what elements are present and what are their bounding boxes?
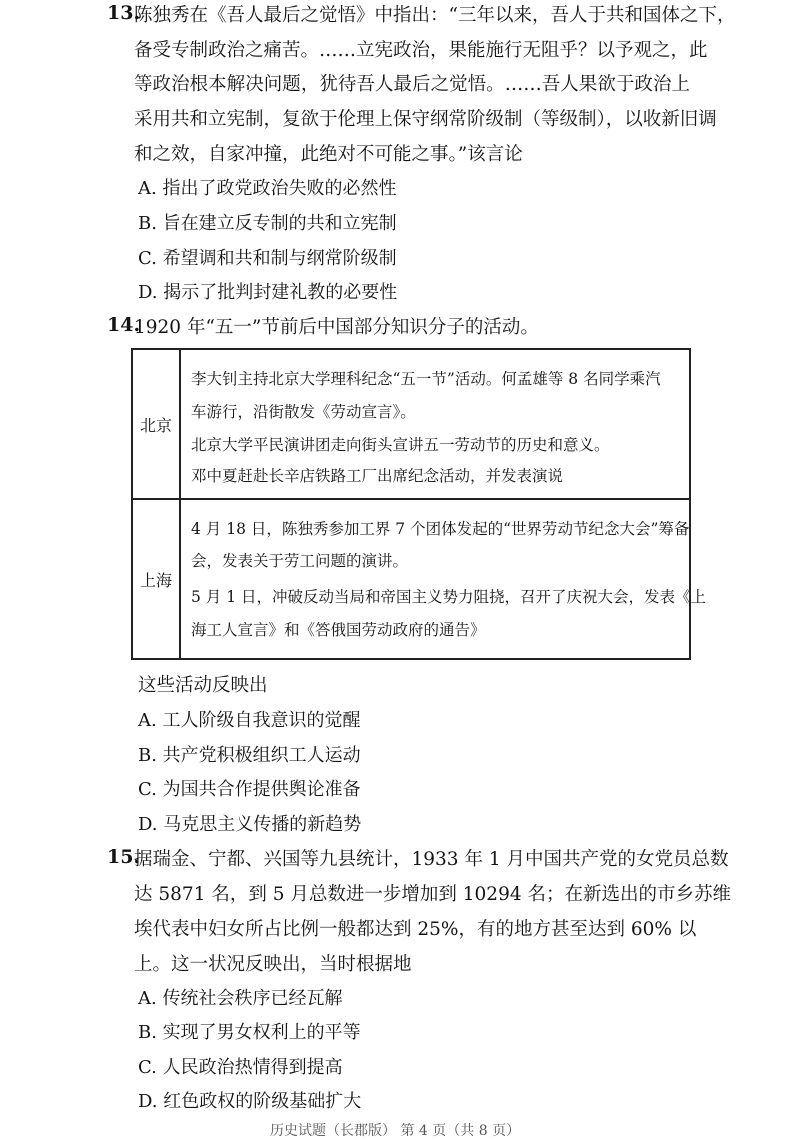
cell-line: 5 月 1 日，冲破反动当局和帝国主义势力阻挠，召开了庆祝大会，发表《上 (191, 588, 707, 606)
question-number: 15. (107, 846, 141, 868)
option-c: C. 人民政治热情得到提高 (138, 1057, 343, 1078)
option-d: D. 揭示了批判封建礼教的必要性 (138, 282, 398, 303)
option-b: B. 实现了男女权利上的平等 (138, 1022, 361, 1043)
question-text-line: 备受专制政治之痛苦。……立宪政治，果能施行无阻乎？以予观之，此 (134, 40, 708, 61)
cell-line: 邓中夏赶赴长辛店铁路工厂出席纪念活动，并发表演说 (191, 467, 564, 485)
option-d: D. 红色政权的阶级基础扩大 (138, 1091, 362, 1112)
cell-line: 李大钊主持北京大学理科纪念“五一节”活动。何孟雄等 8 名同学乘汽 (191, 370, 661, 388)
option-a: A. 指出了政党政治失败的必然性 (138, 178, 397, 199)
question-title: 1920 年“五一”节前后中国部分知识分子的活动。 (134, 317, 539, 338)
cell-line: 4 月 18 日，陈独秀参加工界 7 个团体发起的“世界劳动节纪念大会”筹备 (191, 520, 690, 538)
cell-line: 北京大学平民演讲团走向街头宣讲五一劳动节的历史和意义。 (191, 436, 610, 454)
city-label: 上海 (133, 500, 181, 658)
question-text-line: 埃代表中妇女所占比例一般都达到 25%，有的地方甚至达到 60% 以 (134, 919, 697, 940)
table-row-beijing (133, 350, 689, 500)
question-number: 13. (107, 2, 141, 24)
option-a: A. 传统社会秩序已经瓦解 (138, 988, 343, 1009)
page-footer: 历史试题（长郡版） 第 4 页（共 8 页） (270, 1123, 521, 1139)
question-text-line: 陈独秀在《吾人最后之觉悟》中指出：“三年以来，吾人于共和国体之下， (134, 5, 736, 26)
option-a: A. 工人阶级自我意识的觉醒 (138, 710, 361, 731)
question-text-line: 和之效，自家冲撞，此绝对不可能之事。”该言论 (134, 144, 523, 165)
city-label: 北京 (133, 350, 181, 498)
option-b: B. 共产党积极组织工人运动 (138, 745, 361, 766)
option-b: B. 旨在建立反专制的共和立宪制 (138, 213, 397, 234)
question-text-line: 上。这一状况反映出，当时根据地 (134, 954, 412, 975)
question-text-line: 采用共和立宪制，复欲于伦理上保守纲常阶级制（等级制），以收新旧调 (134, 109, 717, 130)
question-number: 14. (107, 314, 141, 336)
cell-line: 车游行，沿街散发《劳动宣言》。 (191, 403, 416, 421)
cell-line: 会，发表关于劳工问题的演讲。 (191, 552, 409, 570)
question-text-line: 等政治根本解决问题，犹待吾人最后之觉悟。……吾人果欲于政治上 (134, 74, 690, 95)
question-text-line: 达 5871 名，到 5 月总数进一步增加到 10294 名；在新选出的市乡苏维 (134, 884, 731, 905)
table-row-shanghai (133, 500, 707, 658)
question-stem: 这些活动反映出 (138, 675, 268, 696)
question-text-line: 据瑞金、宁都、兴国等九县统计，1933 年 1 月中国共产党的女党员总数 (134, 849, 729, 870)
option-d: D. 马克思主义传播的新趋势 (138, 814, 362, 835)
option-c: C. 希望调和共和制与纲常阶级制 (138, 248, 397, 269)
cell-line: 海工人宣言》和《答俄国劳动政府的通告》 (191, 621, 486, 639)
activities-table (131, 348, 707, 660)
option-c: C. 为国共合作提供舆论准备 (138, 779, 361, 800)
